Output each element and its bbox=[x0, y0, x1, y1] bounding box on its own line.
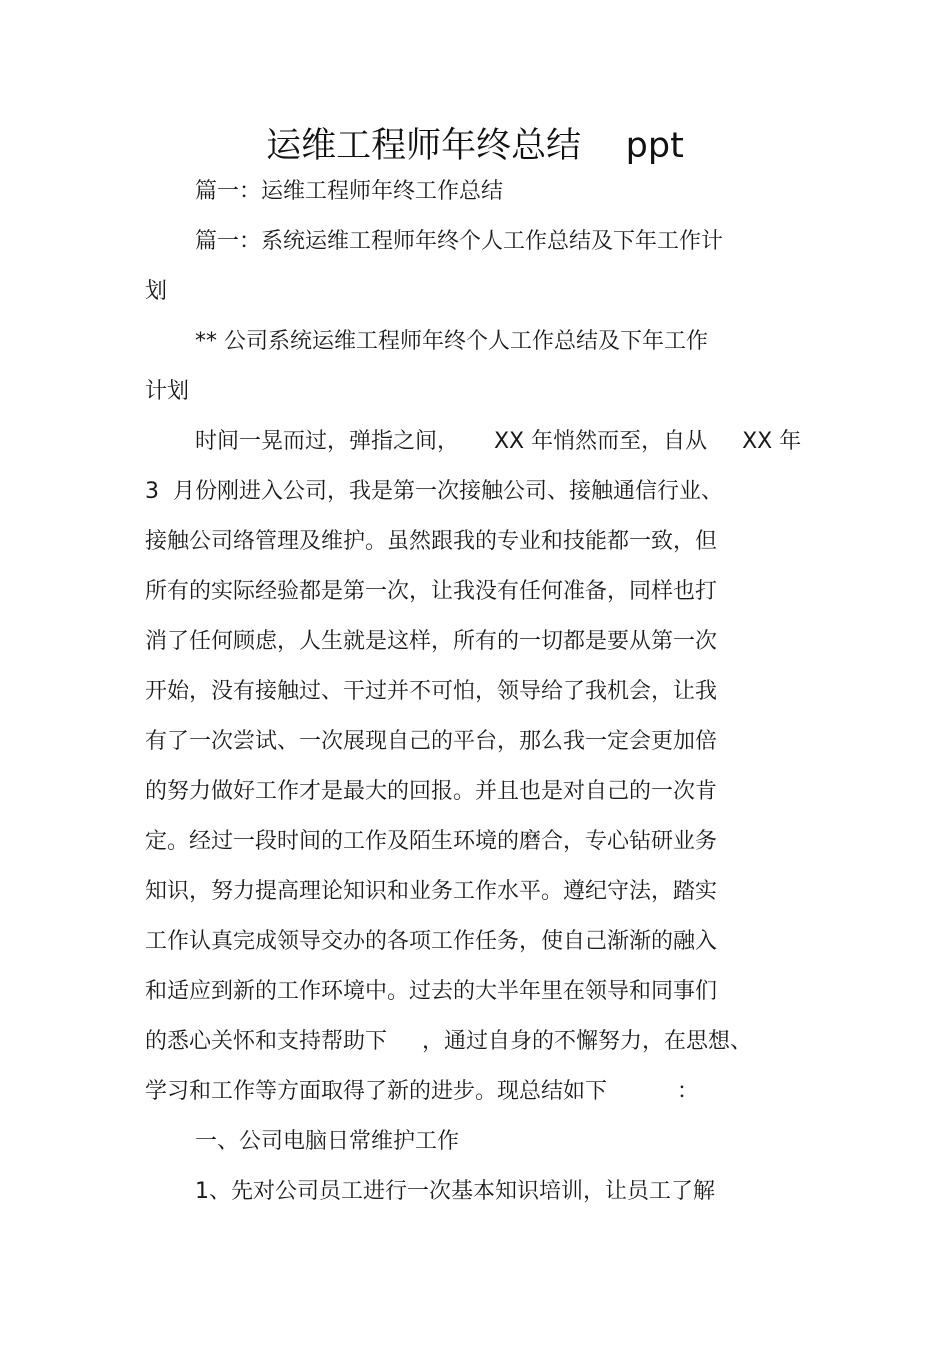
paragraph-line: 知识，努力提高理论知识和业务工作水平。遵纪守法，踏实 bbox=[145, 879, 718, 904]
document-title: 运维工程师年终总结 ppt bbox=[266, 126, 684, 166]
paragraph-line: 学习和工作等方面取得了新的进步。现总结如下 ： bbox=[145, 1079, 699, 1104]
paragraph-line: 有了一次尝试、一次展现自己的平台，那么我一定会更加倍 bbox=[145, 729, 718, 754]
paragraph-line: 开始，没有接触过、干过并不可怕，领导给了我机会，让我 bbox=[145, 679, 718, 704]
paragraph-line: 定。经过一段时间的工作及陌生环境的磨合，专心钻研业务 bbox=[145, 829, 718, 854]
heading-line-1-cont: 计划 bbox=[145, 379, 190, 404]
paragraph-line: 所有的实际经验都是第一次，让我没有任何准备，同样也打 bbox=[145, 579, 718, 604]
section-heading: 一、公司电脑日常维护工作 bbox=[195, 1129, 460, 1154]
paragraph-line: 3 月份刚进入公司，我是第一次接触公司、接触通信行业、 bbox=[145, 479, 723, 504]
paragraph-line: 的努力做好工作才是最大的回报。并且也是对自己的一次肯 bbox=[145, 779, 718, 804]
paragraph-line: 时间一晃而过，弹指之间， XX 年悄然而至，自从 XX 年 bbox=[195, 429, 802, 454]
subtitle-line-2-cont: 划 bbox=[145, 279, 168, 304]
subtitle-line-1: 篇一：运维工程师年终工作总结 bbox=[195, 179, 504, 204]
list-item-1: 1、先对公司员工进行一次基本知识培训，让员工了解 bbox=[195, 1179, 715, 1204]
paragraph-line: 的悉心关怀和支持帮助下 ，通过自身的不懈努力，在思想、 bbox=[145, 1029, 752, 1054]
paragraph-line: 消了任何顾虑，人生就是这样，所有的一切都是要从第一次 bbox=[145, 629, 718, 654]
subtitle-line-2: 篇一：系统运维工程师年终个人工作总结及下年工作计 bbox=[195, 229, 724, 254]
paragraph-line: 接触公司络管理及维护。虽然跟我的专业和技能都一致，但 bbox=[145, 529, 718, 554]
paragraph-line: 和适应到新的工作环境中。过去的大半年里在领导和同事们 bbox=[145, 979, 718, 1004]
paragraph-line: 工作认真完成领导交办的各项工作任务，使自己渐渐的融入 bbox=[145, 929, 718, 954]
heading-line-1: ** 公司系统运维工程师年终个人工作总结及下年工作 bbox=[195, 329, 708, 354]
